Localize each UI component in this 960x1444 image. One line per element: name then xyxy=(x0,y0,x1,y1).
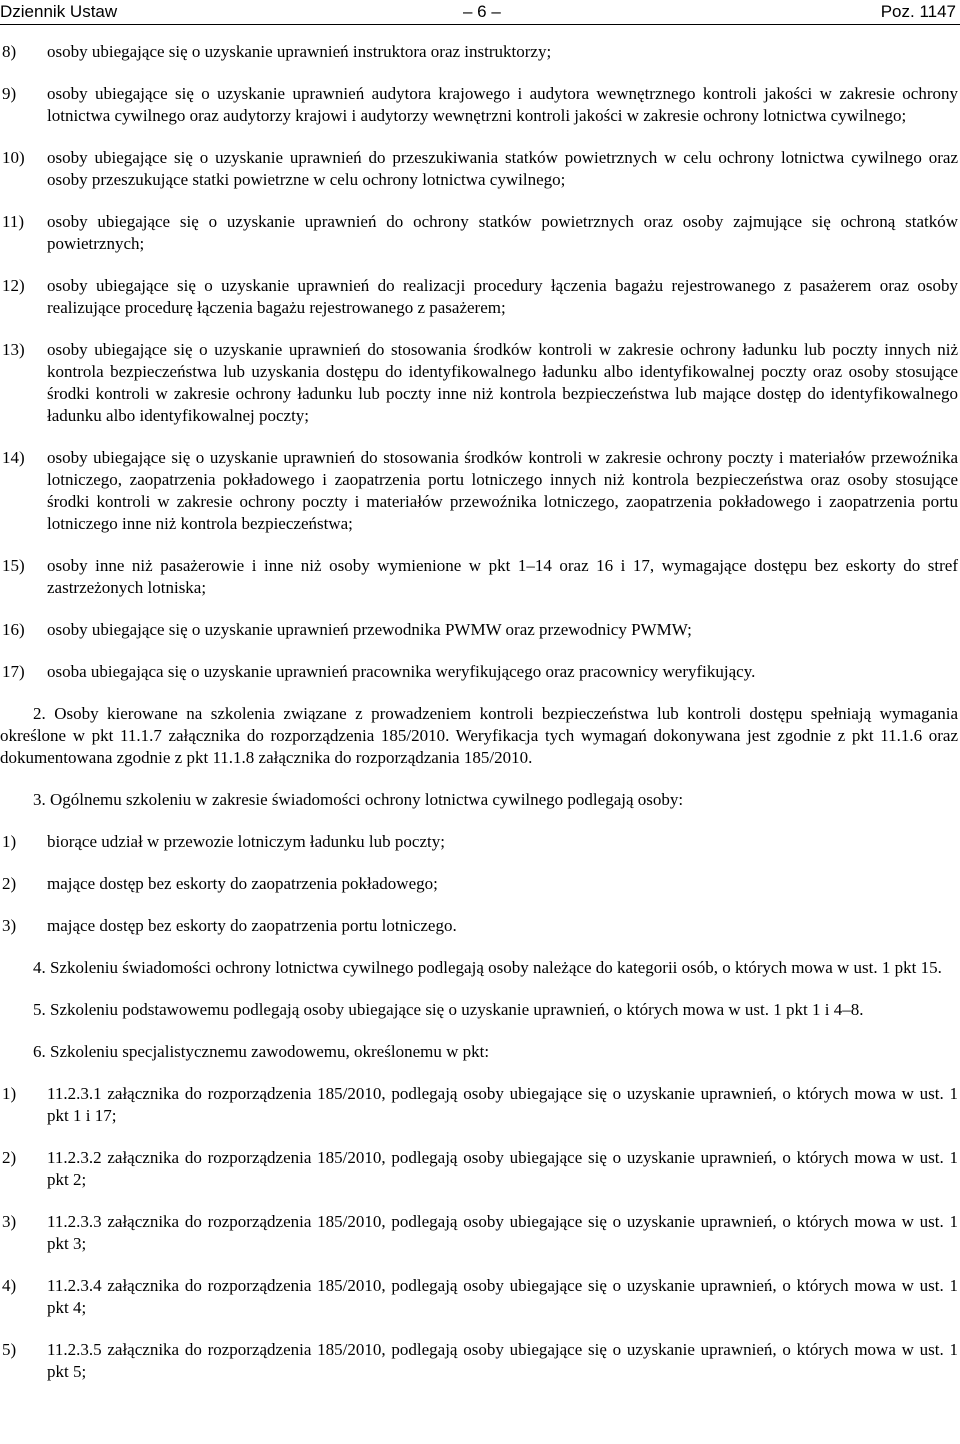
item-number: 12) xyxy=(2,276,25,295)
header-rule xyxy=(0,24,960,25)
item-number: 15) xyxy=(2,556,25,575)
list-item xyxy=(0,1275,958,1319)
item-text: osoby inne niż pasażerowie i inne niż osoby wymienione w pkt 1–14 oraz 16 i 17, wymagające dostępu bez eskorty do stref zastrzeżonych lotniska; xyxy=(47,556,958,597)
page-header xyxy=(0,0,960,24)
list-item xyxy=(0,83,958,127)
paragraph-4: 4. Szkoleniu świadomości ochrony lotnictwa cywilnego podlegają osoby należące do kategorii osób, o których mowa w ust. 1 pkt 15. xyxy=(33,958,942,977)
list-item xyxy=(0,447,958,535)
item-text: 11.2.3.1 załącznika do rozporządzenia 185/2010, podlegają osoby ubiegające się o uzyskanie uprawnień, o których mowa w ust. 1 pkt 1 i 17; xyxy=(47,1084,958,1125)
item-number: 1) xyxy=(2,832,17,851)
paragraph-3: 3. Ogólnemu szkoleniu w zakresie świadomości ochrony lotnictwa cywilnego podlegają osoby: xyxy=(33,790,684,809)
paragraph-5: 5. Szkoleniu podstawowemu podlegają osoby ubiegające się o uzyskanie uprawnień, o których mowa w ust. 1 pkt 1 i 4–8. xyxy=(33,1000,864,1019)
item-number: 2) xyxy=(2,1148,17,1167)
list-item xyxy=(0,147,958,191)
item-text: osoby ubiegające się o uzyskanie uprawnień do stosowania środków kontroli w zakresie ochrony ładunku lub poczty innych niż kontrola bezpieczeństwa lub uzyskania dostępu do identyfikowalnego ładunku albo identyfikowalnej poczty oraz osoby stosujące środki kontroli w zakresie ochrony ładunku lub poczty inne niż kontrola bezpieczeństwa lub mające dostęp do identyfikowalnego ładunku albo identyfikowalnej poczty; xyxy=(47,340,958,425)
list-item xyxy=(0,873,958,895)
item-text: 11.2.3.3 załącznika do rozporządzenia 185/2010, podlegają osoby ubiegające się o uzyskanie uprawnień, o których mowa w ust. 1 pkt 3; xyxy=(47,1212,958,1253)
item-number: 4) xyxy=(2,1276,17,1295)
item-number: 2) xyxy=(2,874,17,893)
item-text: 11.2.3.5 załącznika do rozporządzenia 185/2010, podlegają osoby ubiegające się o uzyskanie uprawnień, o których mowa w ust. 1 pkt 5; xyxy=(47,1340,958,1381)
item-text: osoby ubiegające się o uzyskanie uprawnień do stosowania środków kontroli w zakresie ochrony poczty i materiałów przewoźnika lotniczego, zaopatrzenia pokładowego i zaopatrzenia portu lotniczego innych niż kontrola bezpieczeństwa oraz osoby stosujące środki kontroli w zakresie ochrony poczty i materiałów przewoźnika lotniczego, zaopatrzenia pokładowego i zaopatrzenia portu lotniczego inne niż kontrola bezpieczeństwa; xyxy=(47,448,958,533)
paragraph-2: 2. Osoby kierowane na szkolenia związane z prowadzeniem kontroli bezpieczeństwa lub kontroli dostępu spełniają wymagania określone w pkt 11.1.7 załącznika do rozporządzenia 185/2010. Weryfikacja tych wymagań dokonywana jest zgodnie z pkt 11.1.6 oraz dokumentowana zgodnie z pkt 11.1.8 załącznika do rozporządzania 185/2010. xyxy=(0,704,958,767)
item-number: 9) xyxy=(2,84,17,103)
list-item xyxy=(0,1147,958,1191)
journal-name: Dziennik Ustaw xyxy=(0,2,118,21)
item-number: 13) xyxy=(2,340,25,359)
list-item xyxy=(0,211,958,255)
list-item xyxy=(0,619,958,641)
list-item xyxy=(0,1083,958,1127)
item-text: biorące udział w przewozie lotniczym ładunku lub poczty; xyxy=(47,832,445,851)
item-text: mające dostęp bez eskorty do zaopatrzenia portu lotniczego. xyxy=(47,916,457,935)
item-text: osoby ubiegające się o uzyskanie uprawnień do ochrony statków powietrznych oraz osoby zajmujące się ochroną statków powietrznych; xyxy=(47,212,958,253)
item-text: mające dostęp bez eskorty do zaopatrzenia pokładowego; xyxy=(47,874,438,893)
page-number: – 6 – xyxy=(463,2,501,21)
item-text: osoby ubiegające się o uzyskanie uprawnień audytora krajowego i audytora wewnętrznego kontroli jakości w zakresie ochrony lotnictwa cywilnego oraz audytorzy krajowi i audytorzy wewnętrzni kontroli jakości w zakresie ochrony lotnictwa cywilnego; xyxy=(47,84,958,125)
item-number: 14) xyxy=(2,448,25,467)
item-text: osoby ubiegające się o uzyskanie uprawnień do przeszukiwania statków powietrznych w celu ochrony lotnictwa cywilnego oraz osoby przeszukujące statki powietrzne w celu ochrony lotnictwa cywilnego; xyxy=(47,148,958,189)
item-number: 10) xyxy=(2,148,25,167)
item-number: 1) xyxy=(2,1084,17,1103)
item-number: 17) xyxy=(2,662,25,681)
item-text: osoba ubiegająca się o uzyskanie uprawnień pracownika weryfikującego oraz pracownicy weryfikujący. xyxy=(47,662,756,681)
item-text: 11.2.3.2 załącznika do rozporządzenia 185/2010, podlegają osoby ubiegające się o uzyskanie uprawnień, o których mowa w ust. 1 pkt 2; xyxy=(47,1148,958,1189)
list-item xyxy=(0,915,958,937)
list-item xyxy=(0,339,958,427)
list-item xyxy=(0,1211,958,1255)
list-item xyxy=(0,1339,958,1383)
paragraph-6: 6. Szkoleniu specjalistycznemu zawodowemu, określonemu w pkt: xyxy=(33,1042,490,1061)
item-text: osoby ubiegające się o uzyskanie uprawnień instruktora oraz instruktorzy; xyxy=(47,42,552,61)
list-item xyxy=(0,555,958,599)
item-number: 5) xyxy=(2,1340,17,1359)
item-number: 3) xyxy=(2,916,17,935)
item-text: osoby ubiegające się o uzyskanie uprawnień przewodnika PWMW oraz przewodnicy PWMW; xyxy=(47,620,692,639)
document-body xyxy=(0,41,958,1383)
item-text: osoby ubiegające się o uzyskanie uprawnień do realizacji procedury łączenia bagażu rejestrowanego z pasażerem oraz osoby realizujące procedurę łączenia bagażu rejestrowanego z pasażerem; xyxy=(47,276,958,317)
item-text: 11.2.3.4 załącznika do rozporządzenia 185/2010, podlegają osoby ubiegające się o uzyskanie uprawnień, o których mowa w ust. 1 pkt 4; xyxy=(47,1276,958,1317)
item-number: 16) xyxy=(2,620,25,639)
list-item xyxy=(0,661,958,683)
list-item xyxy=(0,41,958,63)
position-number: Poz. 1147 xyxy=(880,2,956,21)
list-item xyxy=(0,831,958,853)
item-number: 11) xyxy=(2,212,25,231)
item-number: 8) xyxy=(2,42,17,61)
item-number: 3) xyxy=(2,1212,17,1231)
list-item xyxy=(0,275,958,319)
